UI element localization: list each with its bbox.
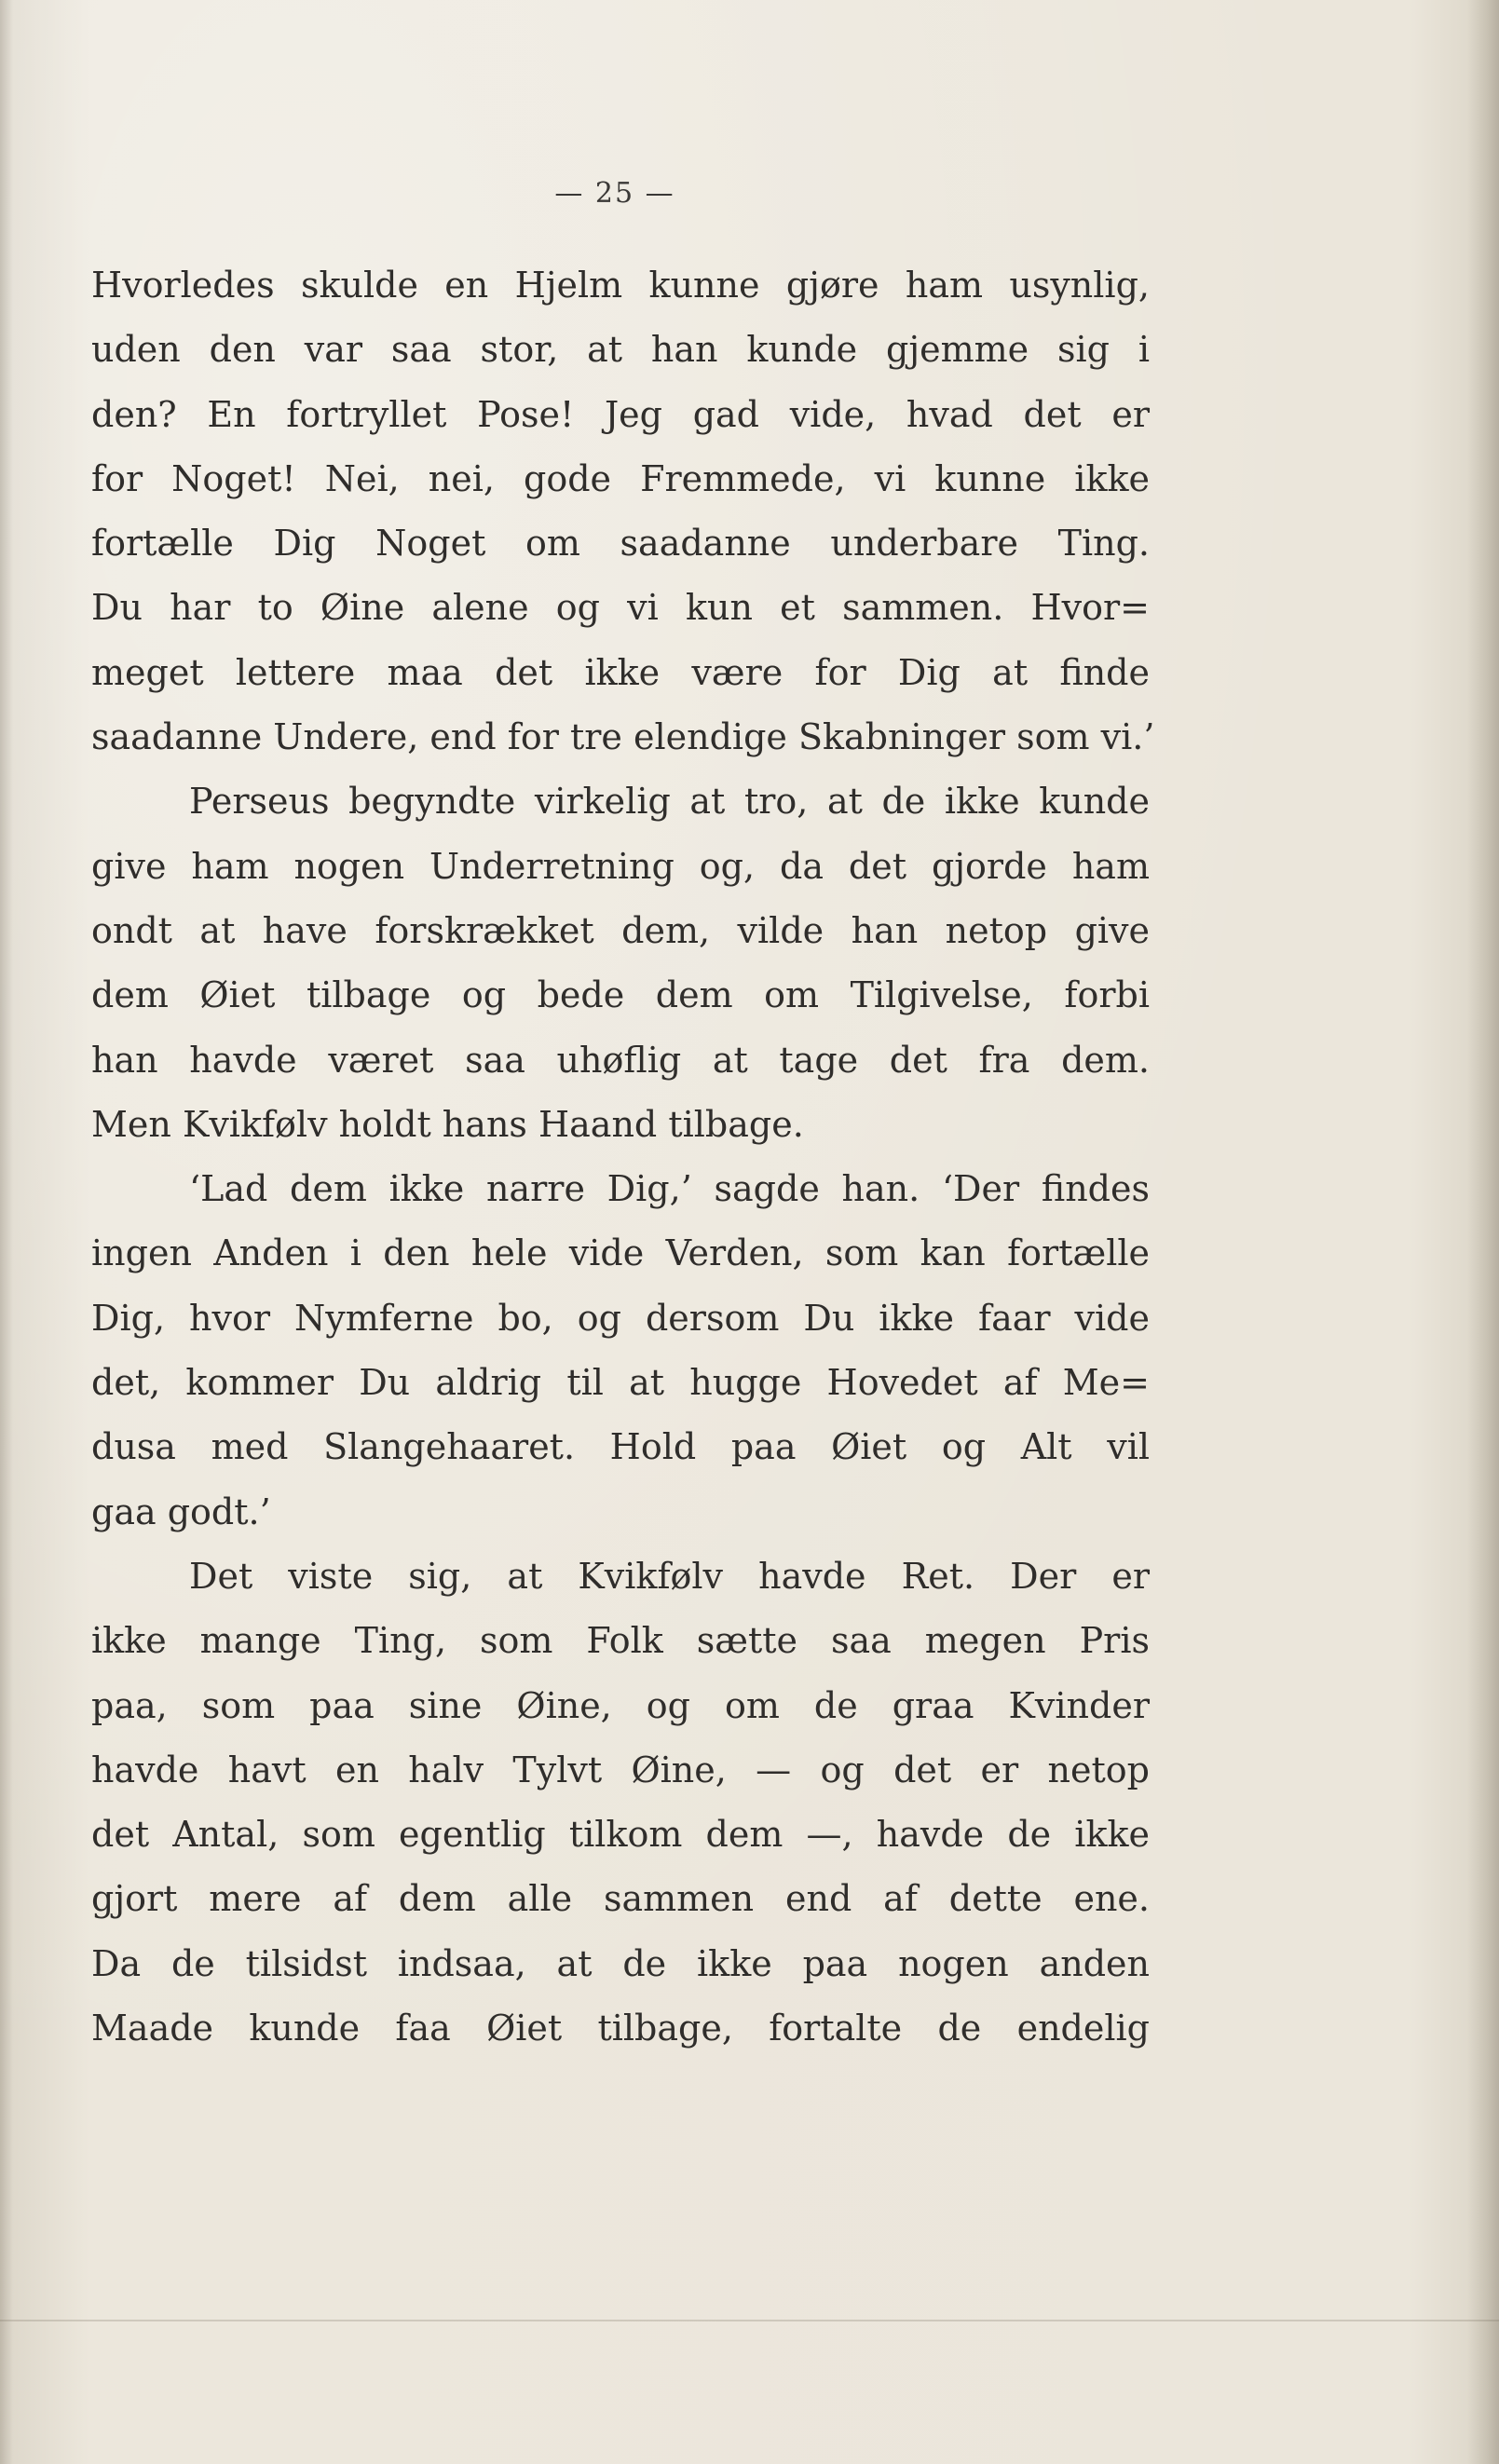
text-line: ‘Lad dem ikke narre Dig,’ sagde han. ‘Der findes xyxy=(189,1168,1150,1210)
text-line: saadanne Undere, end for tre elendige Skabninger som vi.’ xyxy=(91,716,1155,758)
text-line: Da de tilsidst indsaa, at de ikke paa nogen anden xyxy=(91,1942,1150,1984)
text-line: dusa med Slangehaaret. Hold paa Øiet og Alt vil xyxy=(91,1426,1150,1468)
text-line: ingen Anden i den hele vide Verden, som kan fortælle xyxy=(91,1232,1150,1274)
text-line: for Noget! Nei, nei, gode Fremmede, vi kunne ikke xyxy=(91,457,1150,499)
text-line: gjort mere af dem alle sammen end af dette ene. xyxy=(91,1878,1150,1920)
text-line: den? En fortryllet Pose! Jeg gad vide, hvad det er xyxy=(91,393,1150,435)
text-line: dem Øiet tilbage og bede dem om Tilgivelse, forbi xyxy=(91,974,1150,1016)
text-line: meget lettere maa det ikke være for Dig at finde xyxy=(91,651,1150,693)
page-number: — 25 — xyxy=(554,177,675,210)
text-line: Hvorledes skulde en Hjelm kunne gjøre ham usynlig, xyxy=(91,265,1150,306)
text-line: give ham nogen Underretning og, da det gjorde ham xyxy=(91,845,1150,887)
text-line: Men Kvikfølv holdt hans Haand tilbage. xyxy=(91,1103,804,1145)
text-line: ondt at have forskrækket dem, vilde han netop give xyxy=(91,909,1150,951)
text-line: havde havt en halv Tylvt Øine, — og det er netop xyxy=(91,1749,1150,1790)
text-line: det Antal, som egentlig tilkom dem —, havde de ikke xyxy=(91,1814,1150,1856)
page-right-edge-shadow xyxy=(1467,0,1499,2464)
text-line: Dig, hvor Nymferne bo, og dersom Du ikke faar vide xyxy=(91,1297,1150,1339)
page-left-edge-shadow xyxy=(0,0,13,2464)
text-line: gaa godt.’ xyxy=(91,1491,271,1532)
page-bottom-crease xyxy=(0,2320,1499,2321)
text-line: ikke mange Ting, som Folk sætte saa megen Pris xyxy=(91,1620,1150,1662)
text-line: Du har to Øine alene og vi kun et sammen. Hvor= xyxy=(91,587,1150,629)
text-line: Det viste sig, at Kvikfølv havde Ret. Der er xyxy=(189,1555,1150,1597)
text-line: han havde været saa uhøflig at tage det fra dem. xyxy=(91,1039,1150,1081)
text-line: paa, som paa sine Øine, og om de graa Kvinder xyxy=(91,1684,1150,1726)
text-line: det, kommer Du aldrig til at hugge Hovedet af Me= xyxy=(91,1362,1150,1404)
text-line: fortælle Dig Noget om saadanne underbare Ting. xyxy=(91,523,1150,565)
text-line: Maade kunde faa Øiet tilbage, fortalte de endelig xyxy=(91,2008,1150,2049)
body-text xyxy=(91,253,1155,2061)
text-line: uden den var saa stor, at han kunde gjemme sig i xyxy=(91,329,1150,371)
text-line: Perseus begyndte virkelig at tro, at de ikke kunde xyxy=(189,781,1150,823)
